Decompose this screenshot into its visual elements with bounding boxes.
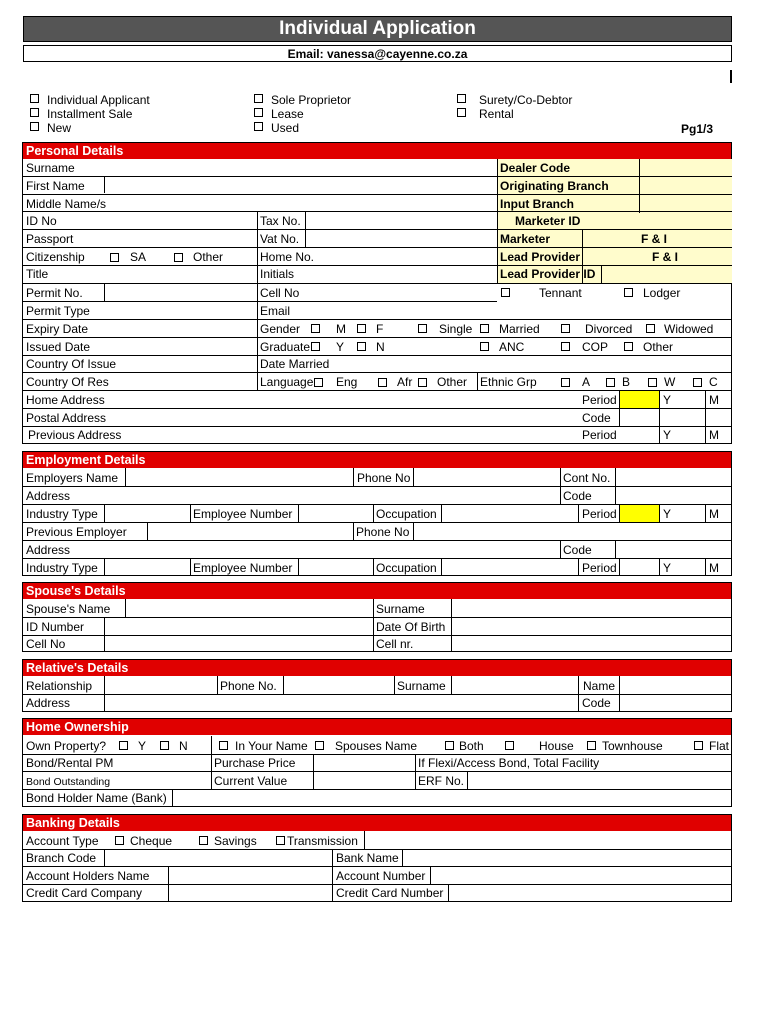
label-prev-y: Y [663,561,672,575]
label-installment-sale: Installment Sale [47,107,133,121]
label-permit-no: Permit No. [26,286,83,300]
label-spouse-cell: Cell No [26,637,66,651]
label-home-address: Home Address [26,393,105,407]
label-rental: Rental [479,107,514,121]
label-bond-rental: Bond/Rental PM [26,756,114,770]
label-passport: Passport [26,232,74,246]
checkbox-lang-other[interactable] [418,378,427,387]
checkbox-graduate-n[interactable] [357,342,366,351]
checkbox-new[interactable] [30,122,39,131]
label-account-number: Account Number [336,869,426,883]
label-bank-name: Bank Name [336,851,399,865]
employment-details-header: Employment Details [23,452,731,468]
label-house: House [539,739,574,753]
email-text: Email: vanessa@cayenne.co.za [287,47,468,61]
checkbox-house[interactable] [505,741,514,750]
label-period-prev: Period [582,428,617,442]
label-purchase-price: Purchase Price [214,756,296,770]
label-originating-branch: Originating Branch [500,179,609,193]
label-gender-f: F [376,322,384,336]
label-occupation: Occupation [376,507,437,521]
label-citizenship-other: Other [193,250,224,264]
checkbox-transmission[interactable] [276,836,285,845]
label-lang-eng: Eng [336,375,358,389]
checkbox-savings[interactable] [199,836,208,845]
page-title: Individual Application [279,18,476,39]
label-lang-afr: Afr [397,375,413,389]
checkbox-townhouse[interactable] [587,741,596,750]
personal-details-header: Personal Details [23,143,731,159]
checkbox-installment-sale[interactable] [30,108,39,117]
label-individual-applicant: Individual Applicant [47,93,150,107]
checkbox-graduate-y[interactable] [311,342,320,351]
label-cheque: Cheque [130,834,173,848]
label-new: New [47,121,72,135]
home-ownership-header: Home Ownership [23,719,731,735]
checkbox-own-y[interactable] [119,741,128,750]
label-relative-surname: Surname [397,679,446,693]
label-ethnic-grp: Ethnic Grp [480,375,537,389]
label-prev-industry: Industry Type [26,561,98,575]
checkbox-tennant[interactable] [501,288,510,297]
label-previous-address: Previous Address [28,428,122,442]
label-emp-y: Y [663,507,672,521]
label-fi-1: F & I [641,232,667,246]
label-relative-address: Address [26,696,71,710]
relative-details-section [22,659,732,712]
checkbox-cop[interactable] [561,342,570,351]
label-cont-no: Cont No. [563,471,611,485]
label-m-prev: M [709,428,719,442]
label-postal-address: Postal Address [26,411,107,425]
label-own-y: Y [138,739,147,753]
checkbox-lease[interactable] [254,108,263,117]
label-spouse-name: Spouse's Name [26,602,111,616]
label-middle-names: Middle Name/s [26,197,107,211]
label-period-home: Period [582,393,617,407]
label-code-postal: Code [582,411,611,425]
checkbox-divorced[interactable] [561,324,570,333]
checkbox-lang-afr[interactable] [378,378,387,387]
label-issued-date: Issued Date [26,340,91,354]
label-relative-code: Code [582,696,611,710]
label-account-holders: Account Holders Name [26,869,150,883]
label-ethnic-c: C [709,375,718,389]
label-flexi-bond: If Flexi/Access Bond, Total Facility [418,756,600,770]
label-spouse-cell-nr: Cell nr. [376,637,414,651]
checkbox-lodger[interactable] [624,288,633,297]
label-dealer-code: Dealer Code [500,161,571,175]
label-date-married: Date Married [260,357,330,371]
email-bar [23,45,732,62]
label-fi-2: F & I [652,250,678,264]
label-id-no: ID No [26,214,57,228]
label-bond-holder: Bond Holder Name (Bank) [26,791,167,805]
label-divorced: Divorced [585,322,633,336]
label-bond-outstanding: Bond Outstanding [26,776,111,788]
label-lead-provider: Lead Provider [500,250,581,264]
label-prev-period: Period [582,561,617,575]
label-citizenship: Citizenship [26,250,85,264]
emp-period-highlight [620,505,659,522]
title-bar [23,16,732,42]
label-cc-company: Credit Card Company [26,886,143,900]
checkbox-sole-proprietor[interactable] [254,94,263,103]
label-prev-m: M [709,561,719,575]
label-own-n: N [179,739,188,753]
label-spouse-dob: Date Of Birth [376,620,446,634]
label-emp-phone: Phone No [357,471,411,485]
checkbox-gender-f[interactable] [357,324,366,333]
label-spouses-name: Spouses Name [335,739,418,753]
label-initials: Initials [260,267,295,281]
checkbox-gender-m[interactable] [311,324,320,333]
checkbox-ethnic-w[interactable] [648,378,657,387]
label-permit-type: Permit Type [26,304,90,318]
label-relative-name: Name [583,679,616,693]
label-both: Both [459,739,484,753]
checkbox-rental[interactable] [457,108,466,117]
label-relationship: Relationship [26,679,93,693]
label-country-of-res: Country Of Res [26,375,109,389]
label-flat: Flat [709,739,730,753]
label-used: Used [271,121,300,135]
label-vat-no: Vat No. [260,232,300,246]
label-anc: ANC [499,340,525,354]
label-ethnic-b: B [622,375,631,389]
label-graduate-n: N [376,340,385,354]
spouse-details-header: Spouse's Details [23,583,731,599]
checkbox-ethnic-a[interactable] [561,378,570,387]
label-current-value: Current Value [214,774,288,788]
label-own-property: Own Property? [26,739,107,753]
label-graduate-y: Y [336,340,345,354]
label-lodger: Lodger [643,286,681,300]
label-ethnic-w: W [664,375,676,389]
label-emp-period: Period [582,507,617,521]
label-spouse-surname: Surname [376,602,425,616]
page-marker [730,70,732,83]
label-relative-phone: Phone No. [220,679,277,693]
checkbox-used[interactable] [254,122,263,131]
checkbox-surety[interactable] [457,94,466,103]
label-home-no: Home No. [260,250,315,264]
checkbox-married[interactable] [480,324,489,333]
label-first-name: First Name [26,179,85,193]
label-employers-name: Employers Name [26,471,119,485]
label-ethnic-a: A [582,375,591,389]
label-industry-type: Industry Type [26,507,98,521]
label-employee-number: Employee Number [193,507,293,521]
banking-details-header: Banking Details [23,815,731,831]
label-marital-other: Other [643,340,674,354]
label-m-home: M [709,393,719,407]
checkbox-cheque[interactable] [115,836,124,845]
checkbox-own-n[interactable] [160,741,169,750]
label-spouse-id: ID Number [26,620,85,634]
label-account-type: Account Type [26,834,99,848]
label-country-of-issue: Country Of Issue [26,357,117,371]
label-emp-address: Address [26,489,71,503]
label-input-branch: Input Branch [500,197,574,211]
label-prev-occupation: Occupation [376,561,437,575]
checkbox-in-your-name[interactable] [219,741,228,750]
checkbox-citizenship-other[interactable] [174,253,183,262]
checkbox-lang-eng[interactable] [314,378,323,387]
label-in-your-name: In Your Name [235,739,308,753]
label-erf-no: ERF No. [418,774,465,788]
label-cop: COP [582,340,609,354]
label-lang-other: Other [437,375,468,389]
label-single: Single [439,322,473,336]
label-gender: Gender [260,322,301,336]
relative-details-header: Relative's Details [23,660,731,676]
label-expiry-date: Expiry Date [26,322,89,336]
checkbox-ethnic-c[interactable] [693,378,702,387]
checkbox-marital-other[interactable] [624,342,633,351]
label-y-home: Y [663,393,672,407]
label-gender-m: M [336,322,346,336]
label-cell-no: Cell No [260,286,300,300]
label-email: Email [260,304,291,318]
label-language: Language [260,375,314,389]
label-widowed: Widowed [664,322,714,336]
label-savings: Savings [214,834,257,848]
label-y-prev: Y [663,428,672,442]
label-cc-number: Credit Card Number [336,886,444,900]
label-surety: Surety/Co-Debtor [479,93,573,107]
label-sole-proprietor: Sole Proprietor [271,93,352,107]
period-highlight [620,391,659,408]
label-transmission: Transmission [287,834,358,848]
label-emp-code: Code [563,489,592,503]
label-tax-no: Tax No. [260,214,301,228]
checkbox-spouses-name[interactable] [315,741,324,750]
label-prev-address: Address [26,543,71,557]
label-prev-employee-number: Employee Number [193,561,293,575]
page-number: Pg1/3 [681,122,714,136]
label-prev-code: Code [563,543,592,557]
label-graduate: Graduate [260,340,311,354]
checkbox-single[interactable] [418,324,427,333]
label-title: Title [26,267,49,281]
label-emp-m: M [709,507,719,521]
checkbox-both[interactable] [445,741,454,750]
label-marketer-id: Marketer ID [515,214,581,228]
checkbox-flat[interactable] [694,741,703,750]
label-sa: SA [130,250,147,264]
checkbox-anc[interactable] [480,342,489,351]
checkbox-ethnic-b[interactable] [606,378,615,387]
label-marketer: Marketer [500,232,551,246]
label-tennant: Tennant [539,286,582,300]
checkbox-individual-applicant[interactable] [30,94,39,103]
label-surname: Surname [26,161,75,175]
checkbox-widowed[interactable] [646,324,655,333]
checkbox-sa[interactable] [110,253,119,262]
label-married: Married [499,322,540,336]
label-lead-provider-id: Lead Provider ID [500,267,596,281]
label-townhouse: Townhouse [602,739,663,753]
label-prev-phone: Phone No [356,525,410,539]
label-previous-employer: Previous Employer [26,525,127,539]
label-branch-code: Branch Code [26,851,97,865]
label-lease: Lease [271,107,304,121]
